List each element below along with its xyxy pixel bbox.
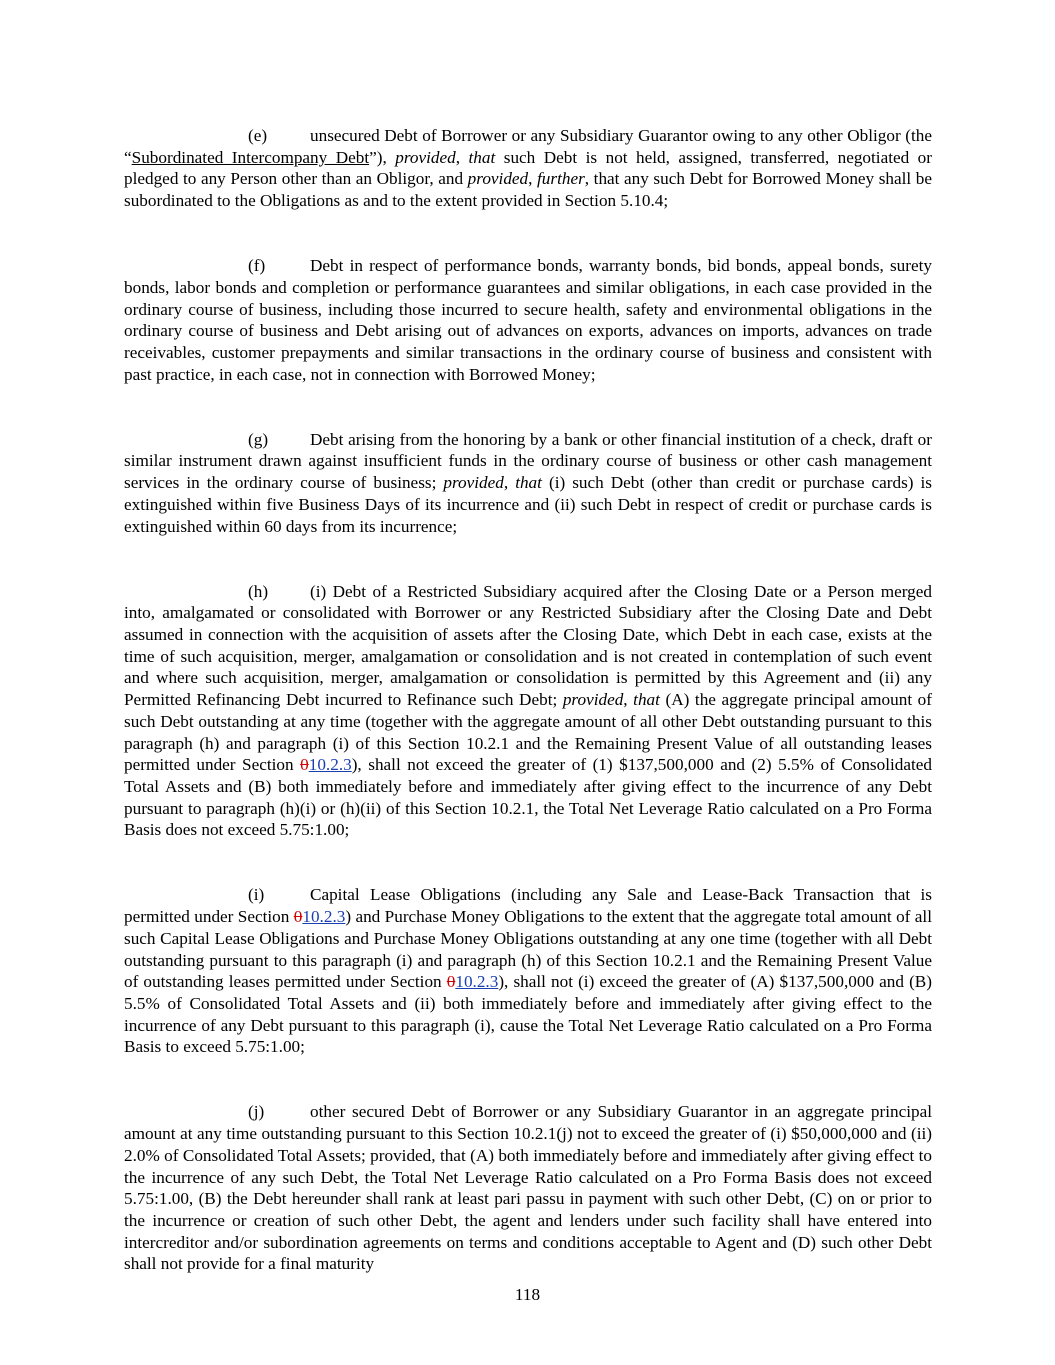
text: Debt arising from the honoring by a bank or other financial institution of a check, draft or similar instrument drawn against insufficient funds in the ordinary course of business or other cash management services in the ordinary course of business; — [124, 429, 932, 493]
text: , — [455, 147, 469, 167]
text: , that any such Debt for Borrowed Money shall be subordinated to the Obligations as and to the extent provided in Section 5.10.4; — [124, 169, 933, 211]
paragraph-i — [124, 884, 932, 1058]
text: , — [528, 169, 538, 189]
deleted-reference: 0 — [300, 755, 309, 775]
paragraph-g — [124, 429, 932, 538]
text: unsecured Debt of Borrower or any Subsidiary Guarantor owing to any other Obligor (the “ — [124, 126, 932, 167]
text: ), shall not (i) exceed the greater of (A) $137,500,000 and (B) 5.5% of Consolidated Total Assets and (ii) both immediately before and immediately after giving effect to the incurrence of any Debt pursuant to this paragraph (i), cause the Total Net Leverage Ratio calculated on a Pro Forma Basis to exceed 5.75:1.00; — [124, 972, 932, 1057]
defined-term: Subordinated Intercompany Debt — [131, 147, 370, 167]
paragraph-label: (h) — [248, 581, 269, 601]
text: ”), — [369, 147, 396, 167]
section-link[interactable]: 10.2.3 — [308, 755, 352, 775]
text: (i) Debt of a Restricted Subsidiary acquired after the Closing Date or a Person merged into, amalgamated or consolidated with Borrower or any Restricted Subsidiary after the Closing Date and Debt assumed in connection with the acquisition of assets after the Closing Date, which Debt in each case, exists at the time of such acquisition, merger, amalgamation or consolidation and is not created in contemplation of such event and where such acquisition, merger, amalgamation or consolidation is permitted by this Agreement and (ii) any Permitted Refinancing Debt incurred to Refinance such Debt; — [124, 581, 932, 710]
document-body — [124, 125, 932, 1275]
italic-text: that — [468, 147, 496, 167]
text: (i) such Debt (other than credit or purchase cards) is extinguished within five Business Days of its incurrence and (ii) such Debt in respect of credit or purchase cards is extinguished within 60 days from its incurrence; — [124, 473, 932, 536]
italic-text: provided — [395, 147, 456, 167]
deleted-reference: 0 — [446, 972, 456, 992]
text: Debt in respect of performance bonds, warranty bonds, bid bonds, appeal bonds, surety bonds, labor bonds and completion or performance guarantees and similar obligations, in each case provided in the ordinary course of business, including those incurred to secure health, safety and environmental obligations in the ordinary course of business and Debt arising out of advances on exports, advances on imports, advances on trade receivables, customer prepayments and similar transactions in the ordinary course of business and consistent with past practice, in each case, not in connection with Borrowed Money; — [124, 256, 932, 384]
text: such Debt is not held, assigned, transferred, negotiated or pledged to any Person other than an Obligor, and — [124, 147, 933, 189]
text: Capital Lease Obligations (including any Sale and Lease-Back Transaction that is permitted under Section — [124, 885, 932, 927]
text: other secured Debt of Borrower or any Subsidiary Guarantor in an aggregate principal amount at any time outstanding pursuant to this Section 10.2.1(j) not to exceed the greater of (i) $50,000,000 and (ii) 2.0% of Consolidated Total Assets; provided, that (A) both immediately before and immediately after giving effect to the incurrence of any such Debt, the Total Net Leverage Ratio calculated on a Pro Forma Basis does not exceed 5.75:1.00, (B) the Debt hereunder shall rank at least pari passu in payment with such other Debt, (C) on or prior to the incurrence or creation of such other Debt, the agent and lenders under such facility shall have entered into intercreditor and/or subordination agreements on terms and conditions acceptable to Agent and (D) such other Debt shall not provide for a final maturity — [124, 1102, 932, 1274]
italic-text: that — [633, 690, 660, 710]
text: ), shall not exceed the greater of (1) $137,500,000 and (2) 5.5% of Consolidated Total Assets and (B) both immediately before and immediately after giving effect to the incurrence of any Debt pursuant to paragraph (h)(i) or (h)(ii) of this Section 10.2.1, the Total Net Leverage Ratio calculated on a Pro Forma Basis does not exceed 5.75:1.00; — [124, 755, 932, 840]
paragraph-h — [124, 581, 932, 841]
text: (A) the aggregate principal amount of such Debt outstanding at any time (together with the aggregate amount of all other Debt outstanding pursuant to this paragraph (h) and paragraph (i) of this Section 10.2.1 and the Remaining Present Value of all outstanding leases permitted under Section — [124, 690, 932, 775]
text: ) and Purchase Money Obligations to the extent that the aggregate total amount of all such Capital Lease Obligations and Purchase Money Obligations outstanding at any one time (together with all Debt outstanding pursuant to this paragraph (i) and paragraph (h) of this Section 10.2.1 and the Remaining Present Value of outstanding leases permitted under Section — [124, 907, 932, 992]
text: , — [623, 690, 634, 710]
deleted-reference: 0 — [293, 907, 303, 927]
italic-text: provided — [467, 169, 529, 189]
italic-text: further — [537, 169, 585, 189]
page-number: 118 — [514, 1285, 541, 1304]
italic-text: that — [515, 473, 542, 493]
paragraph-label: (j) — [248, 1102, 265, 1122]
paragraph-e — [124, 125, 932, 212]
paragraph-f — [124, 255, 932, 385]
italic-text: provided — [443, 473, 504, 493]
paragraph-label: (g) — [248, 429, 269, 449]
italic-text: provided — [562, 690, 624, 710]
paragraph-label: (i) — [248, 885, 265, 905]
paragraph-j — [124, 1101, 932, 1275]
paragraph-label: (f) — [248, 256, 266, 276]
text: , — [503, 473, 516, 493]
section-link[interactable]: 10.2.3 — [302, 907, 346, 927]
section-link[interactable]: 10.2.3 — [455, 972, 499, 992]
paragraph-label: (e) — [248, 126, 268, 145]
